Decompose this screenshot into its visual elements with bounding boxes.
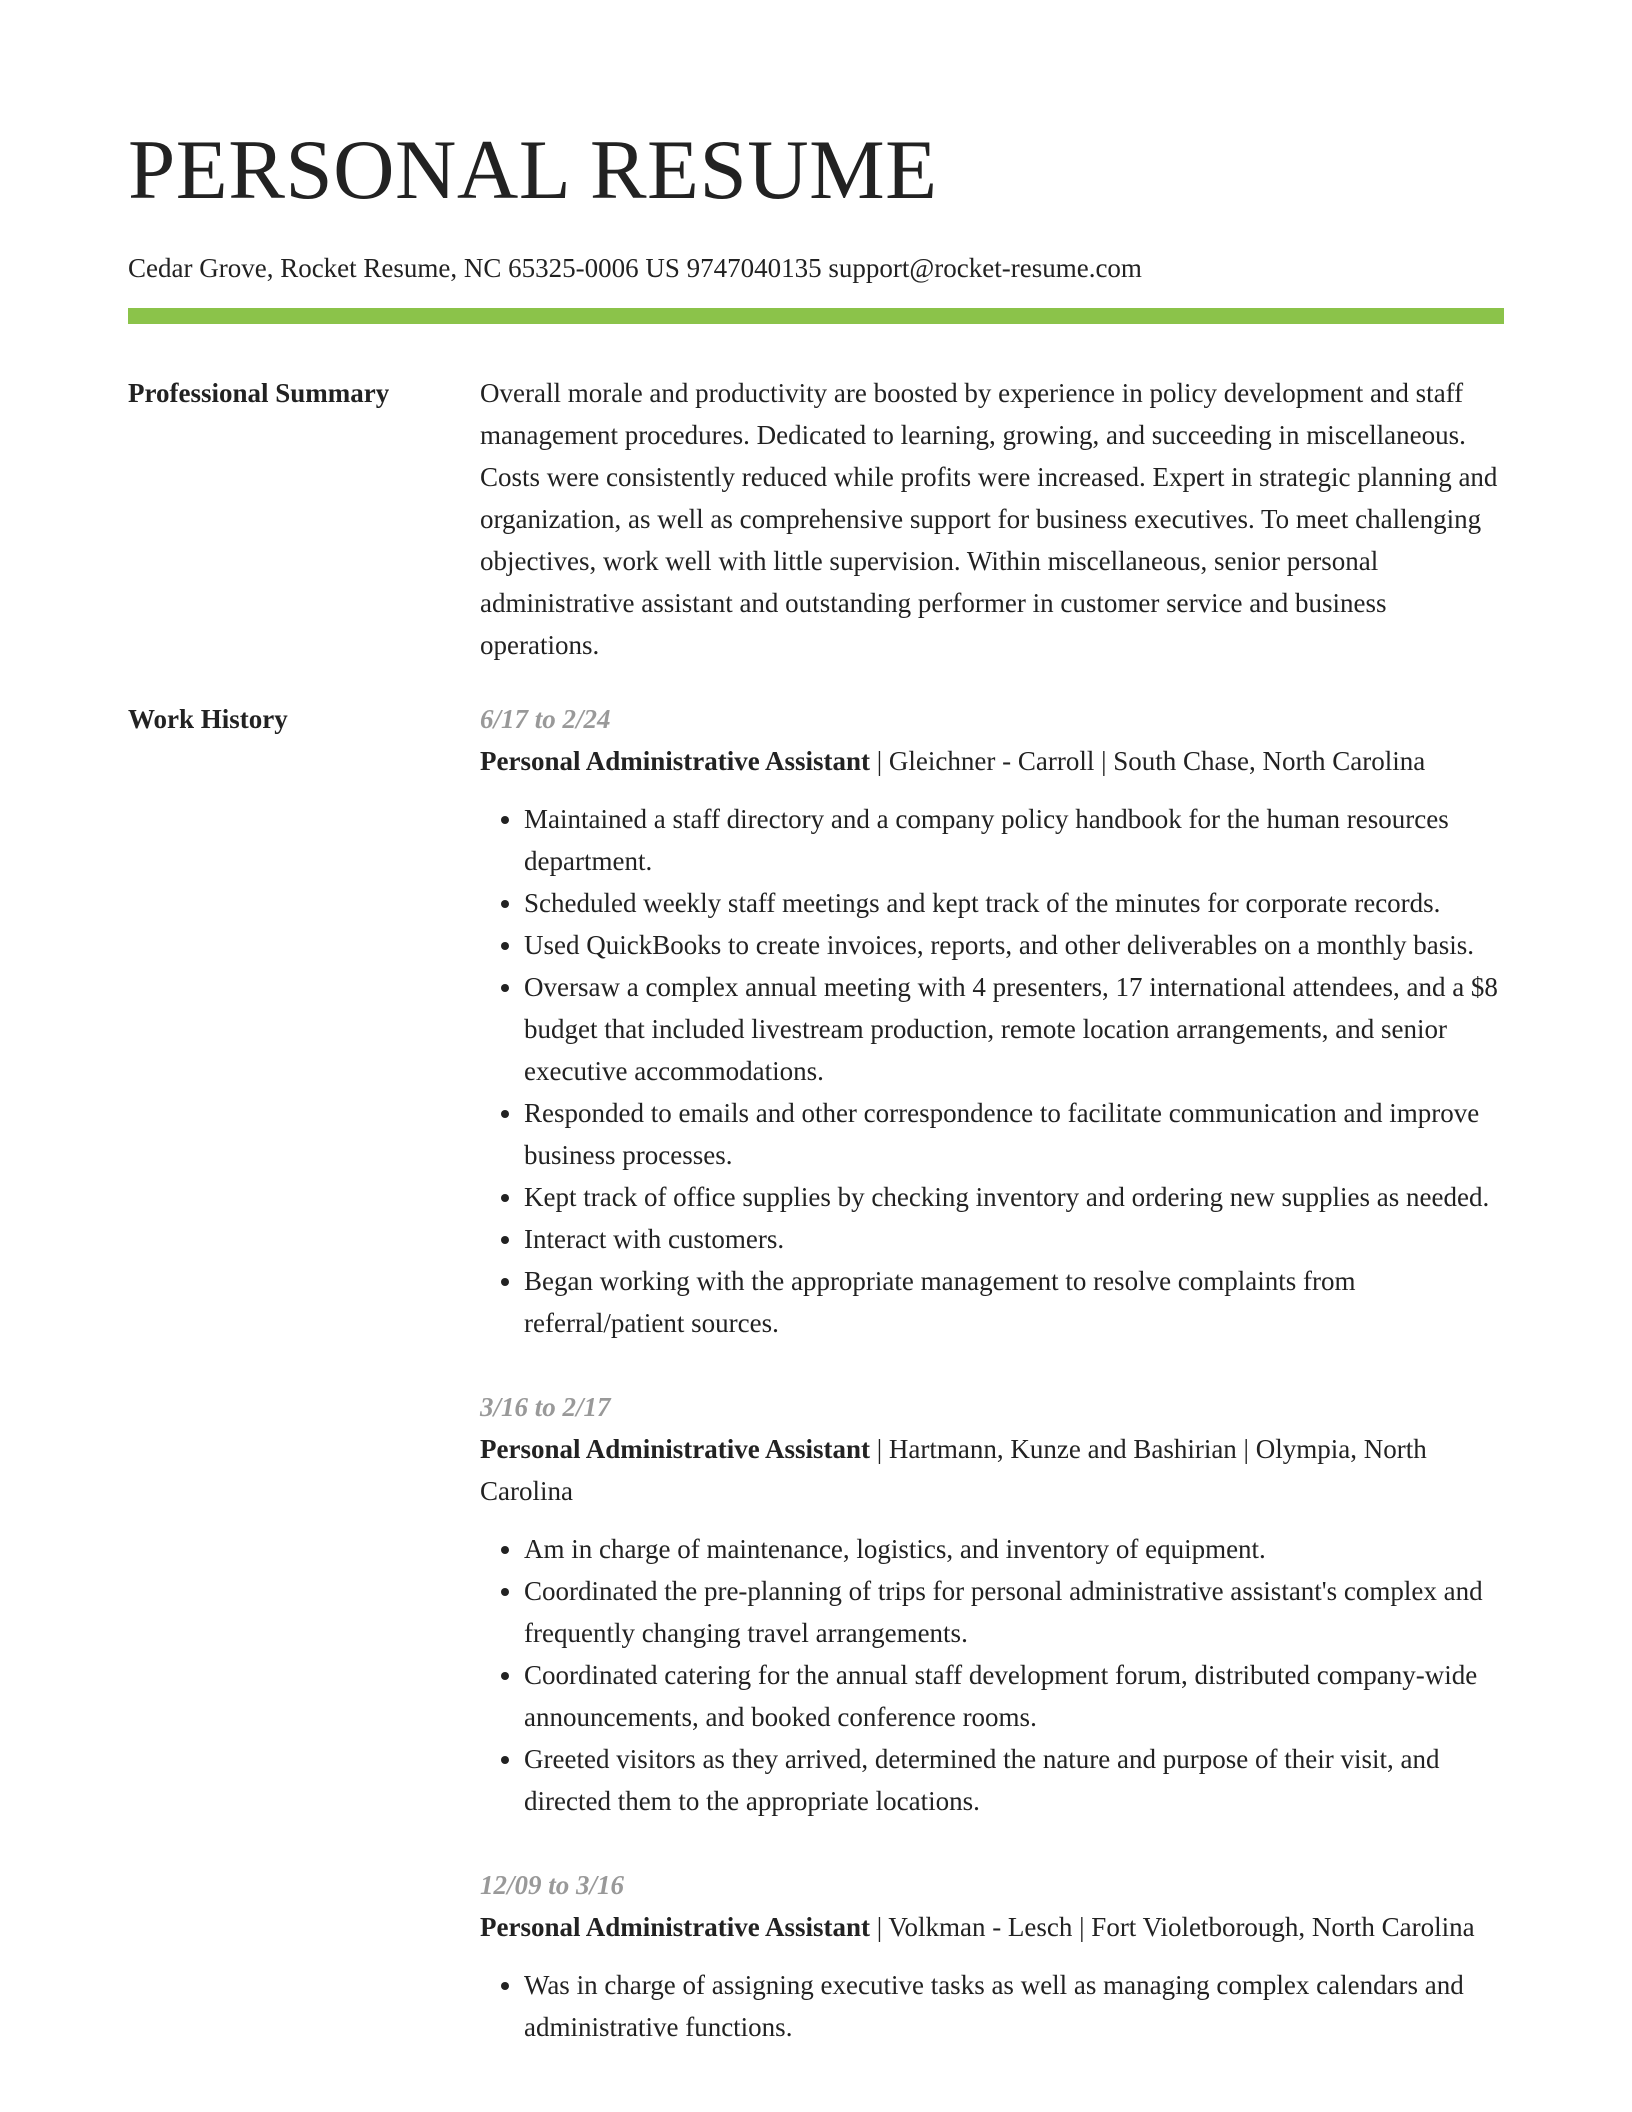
summary-text: Overall morale and productivity are boosted by experience in policy development and staff management procedures. Dedicated to learning, growing, and succeeding in miscellaneous. Costs were consistently reduced while profits were increased. Expert in strategic planning and organization, as well as comprehensive support for business executives. To meet challenging objectives, work well with little supervision. Within miscellaneous, senior personal administrative assistant and outstanding performer in customer service and business operations. [480,378,1498,660]
duties-list [480,1528,1504,1822]
resume-page [128,0,1504,2090]
job-title: Personal Administrative Assistant [480,1434,871,1464]
duties-list [480,798,1504,1344]
job-entry [480,1864,1504,2048]
job-dates: 12/09 to 3/16 [480,1870,625,1900]
accent-divider [128,308,1504,324]
job-dates: 3/16 to 2/17 [480,1392,611,1422]
resume-title: PERSONAL RESUME [128,123,938,217]
job-title: Personal Administrative Assistant [480,746,871,776]
duty-item: • Am in charge of maintenance, logistics, and inventory of equipment. [524,1528,1504,1570]
summary-body [480,372,1504,666]
duty-item: • Was in charge of assigning executive tasks as well as managing complex calendars and administrative functions. [524,1964,1504,2048]
duty-item: • Coordinated the pre-planning of trips for personal administrative assistant's complex and frequently changing travel arrangements. [524,1570,1504,1654]
duty-item: • Interact with customers. [524,1218,1504,1260]
duty-item: • Scheduled weekly staff meetings and kept track of the minutes for corporate records. [524,882,1504,924]
job-heading [480,1906,1504,1948]
job-company-location: | Volkman - Lesch | Fort Violetborough, North Carolina [870,1912,1475,1942]
duty-item: • Kept track of office supplies by checking inventory and ordering new supplies as needed. [524,1176,1504,1218]
duty-item: • Began working with the appropriate management to resolve complaints from referral/patient sources. [524,1260,1504,1344]
job-company-location: | Hartmann, Kunze and Bashirian | Olympia, North Carolina [480,1434,1427,1506]
work-history-body [480,698,1504,2090]
contact-line: Cedar Grove, Rocket Resume, NC 65325-0006 US 9747040135 support@rocket-resume.com [128,253,1142,283]
duty-item: • Responded to emails and other correspondence to facilitate communication and improve business processes. [524,1092,1504,1176]
duty-item: • Used QuickBooks to create invoices, reports, and other deliverables on a monthly basis. [524,924,1504,966]
job-entry [480,1386,1504,1822]
professional-summary-section [128,372,1504,666]
duties-list [480,1964,1504,2048]
job-entry [480,698,1504,1344]
job-company-location: | Gleichner - Carroll | South Chase, North Carolina [870,746,1426,776]
duty-item: • Greeted visitors as they arrived, determined the nature and purpose of their visit, and directed them to the appropriate locations. [524,1738,1504,1822]
duty-item: • Oversaw a complex annual meeting with 4 presenters, 17 international attendees, and a $8 budget that included livestream production, remote location arrangements, and senior executive accommodations. [524,966,1504,1092]
duty-item: • Maintained a staff directory and a company policy handbook for the human resources department. [524,798,1504,882]
section-label-summary: Professional Summary [128,378,390,408]
duty-item: • Coordinated catering for the annual staff development forum, distributed company-wide announcements, and booked conference rooms. [524,1654,1504,1738]
section-label-work-history: Work History [128,704,288,734]
job-dates: 6/17 to 2/24 [480,704,611,734]
work-history-section [128,698,1504,2090]
job-heading [480,1428,1504,1512]
job-heading [480,740,1504,782]
job-title: Personal Administrative Assistant [480,1912,871,1942]
